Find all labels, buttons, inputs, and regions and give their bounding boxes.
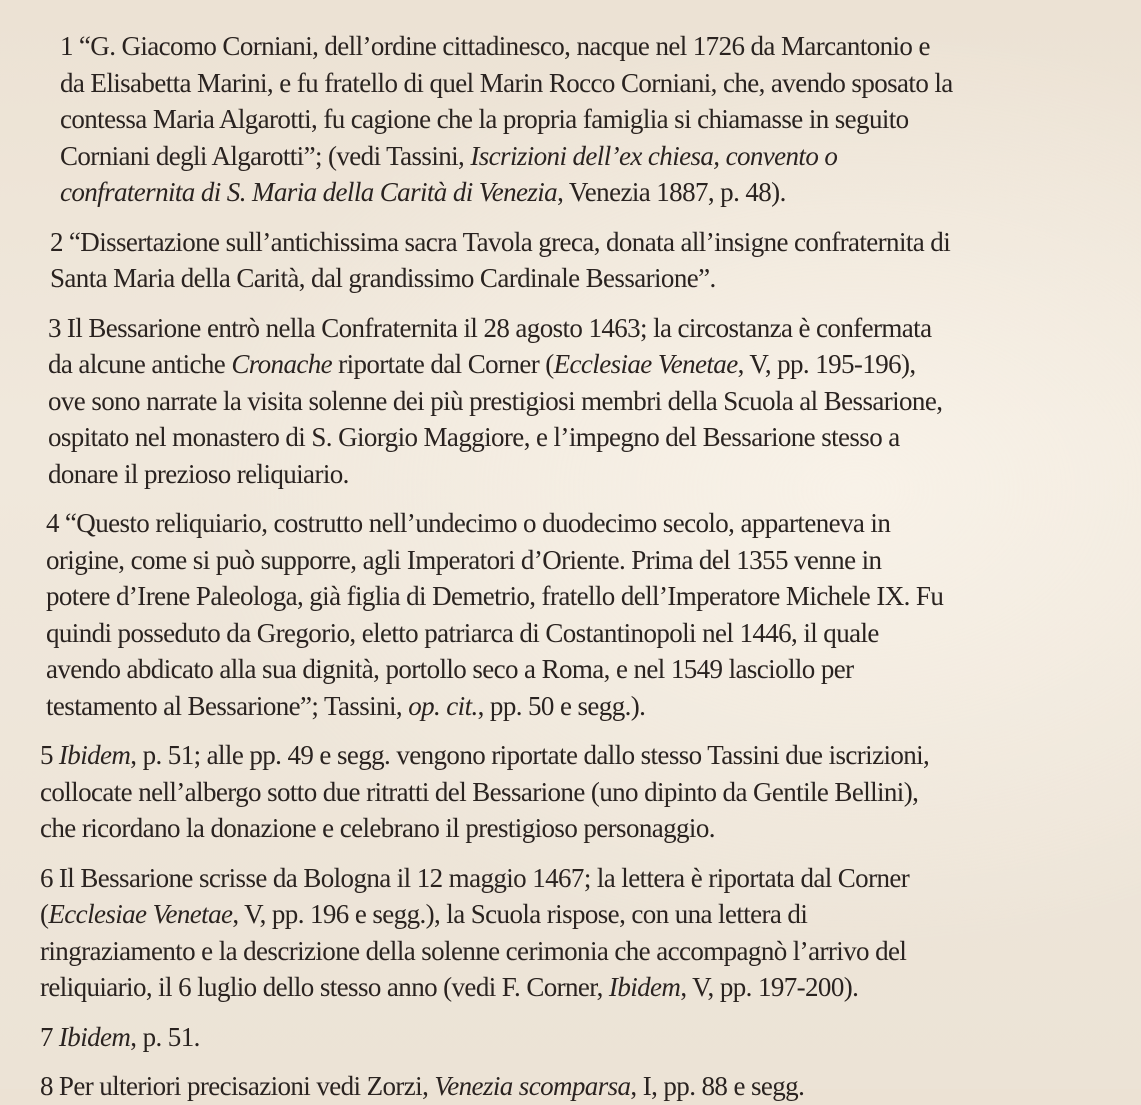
footnote-number: 3 <box>48 312 61 343</box>
footnote-text: testamento al Bessarione”; Tassini, <box>46 690 409 721</box>
footnote-text: , p. 51; alle pp. 49 e segg. vengono riportate dallo stesso Tassini due iscrizioni, <box>130 740 930 770</box>
footnote-text: ove sono narrate la visita solenne dei più prestigiosi membri della Scuola al Bessarione, <box>48 385 943 416</box>
footnote-line <box>40 737 1120 774</box>
footnote-text: Corniani degli Algarotti”; (vedi Tassini, <box>60 140 471 171</box>
footnote-text: contessa Maria Algarotti, fu cagione che la propria famiglia si chiamasse in seguito <box>60 104 909 134</box>
footnote-line <box>40 896 1120 933</box>
italic-text: confraternita di S. Maria della Carità di Venezia <box>60 177 558 207</box>
footnote-text: donare il prezioso reliquiario. <box>48 458 349 489</box>
footnote-number: 5 <box>40 740 53 770</box>
footnote-line <box>40 28 1120 65</box>
footnote-text: collocate nell’albergo sotto due ritratti del Bessarione (uno dipinto da Gentile Bellini), <box>40 776 919 807</box>
footnote-text: ( <box>40 899 49 929</box>
italic-text: Ibidem <box>608 972 681 1002</box>
footnote-line <box>40 310 1120 347</box>
footnote-text: da Elisabetta Marini, e fu fratello di quel Marin Rocco Corniani, che, avendo sposato la <box>60 67 953 98</box>
footnote-line <box>40 383 1120 420</box>
footnote <box>40 1068 1120 1105</box>
footnote-line <box>40 456 1120 493</box>
footnote-text: Santa Maria della Carità, dal grandissimo Cardinale Bessarione”. <box>50 263 716 293</box>
footnote-line <box>40 860 1120 897</box>
footnote-text: quindi posseduto da Gregorio, eletto patriarca di Costantinopoli nel 1446, il quale <box>46 617 879 648</box>
footnote-line <box>40 260 1120 297</box>
footnote-number: 8 <box>40 1071 53 1101</box>
footnote-line <box>40 774 1120 811</box>
footnote-text: , V, pp. 195-196), <box>737 349 916 379</box>
footnote <box>40 505 1120 724</box>
footnote-text: da alcune antiche <box>48 349 232 379</box>
footnote <box>40 1019 1120 1056</box>
footnote-text: Per ulteriori precisazioni vedi Zorzi, <box>58 1071 435 1101</box>
footnote-line <box>40 174 1120 211</box>
footnote-line <box>40 65 1120 102</box>
italic-text: Venezia scomparsa <box>434 1071 631 1101</box>
footnote-number: 2 <box>50 226 63 257</box>
footnote-line <box>40 224 1120 261</box>
footnote-text: origine, come si può supporre, agli Imperatori d’Oriente. Prima del 1355 venne in <box>46 544 882 575</box>
footnote <box>40 860 1120 1006</box>
footnote-text: , I, pp. 88 e segg. <box>630 1071 805 1101</box>
italic-text: Cronache <box>231 349 333 379</box>
footnote-text: , V, pp. 196 e segg.), la Scuola rispose, con una lettera di <box>232 899 808 929</box>
footnote-text: ospitato nel monastero di S. Giorgio Maggiore, e l’impegno del Bessarione stesso a <box>48 422 900 452</box>
footnote-text: “G. Giacomo Corniani, dell’ordine cittadinesco, nacque nel 1726 da Marcantonio e <box>78 31 930 61</box>
footnote <box>40 310 1120 493</box>
footnote-text: ringraziamento e la descrizione della solenne cerimonia che accompagnò l’arrivo del <box>40 935 907 966</box>
footnote-text: Il Bessarione entrò nella Confraternita il 28 agosto 1463; la circostanza è confermata <box>66 312 932 343</box>
footnote-text: Il Bessarione scrisse da Bologna il 12 maggio 1467; la lettera è riportata dal Corner <box>58 862 910 893</box>
footnote-number: 7 <box>40 1021 53 1052</box>
footnote-line <box>40 688 1120 725</box>
footnote-text: “Dissertazione sull’antichissima sacra Tavola greca, donata all’insigne confraternita di <box>68 226 951 257</box>
footnote-text: potere d’Irene Paleologa, già figlia di Demetrio, fratello dell’Imperatore Michele IX. Fu <box>46 581 944 611</box>
footnote-number: 1 <box>60 31 73 61</box>
footnote-line <box>40 1019 1120 1056</box>
footnote-text: , V, pp. 197-200). <box>680 972 859 1002</box>
footnote-text: , pp. 50 e segg.). <box>477 690 646 721</box>
footnote-text: “Questo reliquiario, costrutto nell’undecimo o duodecimo secolo, apparteneva in <box>64 508 891 538</box>
footnote-text: reliquiario, il 6 luglio dello stesso anno (vedi F. Corner, <box>40 972 609 1002</box>
footnote-text: riportate dal Corner ( <box>332 349 554 379</box>
footnote-line <box>40 810 1120 847</box>
italic-text: Ecclesiae Venetae <box>553 349 738 379</box>
footnote-line <box>40 1068 1120 1105</box>
footnote <box>40 224 1120 297</box>
italic-text: Iscrizioni dell’ex chiesa, convento o <box>470 140 838 171</box>
footnote <box>40 737 1120 847</box>
footnote-line <box>40 615 1120 652</box>
footnote-line <box>40 933 1120 970</box>
footnote-text: , p. 51. <box>130 1021 200 1052</box>
footnote-line <box>40 651 1120 688</box>
footnote <box>40 28 1120 211</box>
footnote-text: avendo abdicato alla sua dignità, portollo seco a Roma, e nel 1549 lasciollo per <box>46 654 854 684</box>
footnote-text: , Venezia 1887, p. 48). <box>557 177 786 207</box>
footnote-line <box>40 346 1120 383</box>
footnote-text: che ricordano la donazione e celebrano il prestigioso personaggio. <box>40 813 715 843</box>
footnote-line <box>40 101 1120 138</box>
italic-text: Ibidem <box>58 1021 131 1052</box>
italic-text: op. cit. <box>408 690 478 721</box>
footnote-line <box>40 542 1120 579</box>
italic-text: Ibidem <box>58 740 131 770</box>
italic-text: Ecclesiae Venetae <box>48 899 233 929</box>
footnote-line <box>40 969 1120 1006</box>
footnote-number: 4 <box>46 508 59 538</box>
footnotes-list <box>40 28 1120 1105</box>
footnote-number: 6 <box>40 862 53 893</box>
footnote-line <box>40 505 1120 542</box>
footnote-line <box>40 138 1120 175</box>
footnote-line <box>40 419 1120 456</box>
footnote-line <box>40 578 1120 615</box>
